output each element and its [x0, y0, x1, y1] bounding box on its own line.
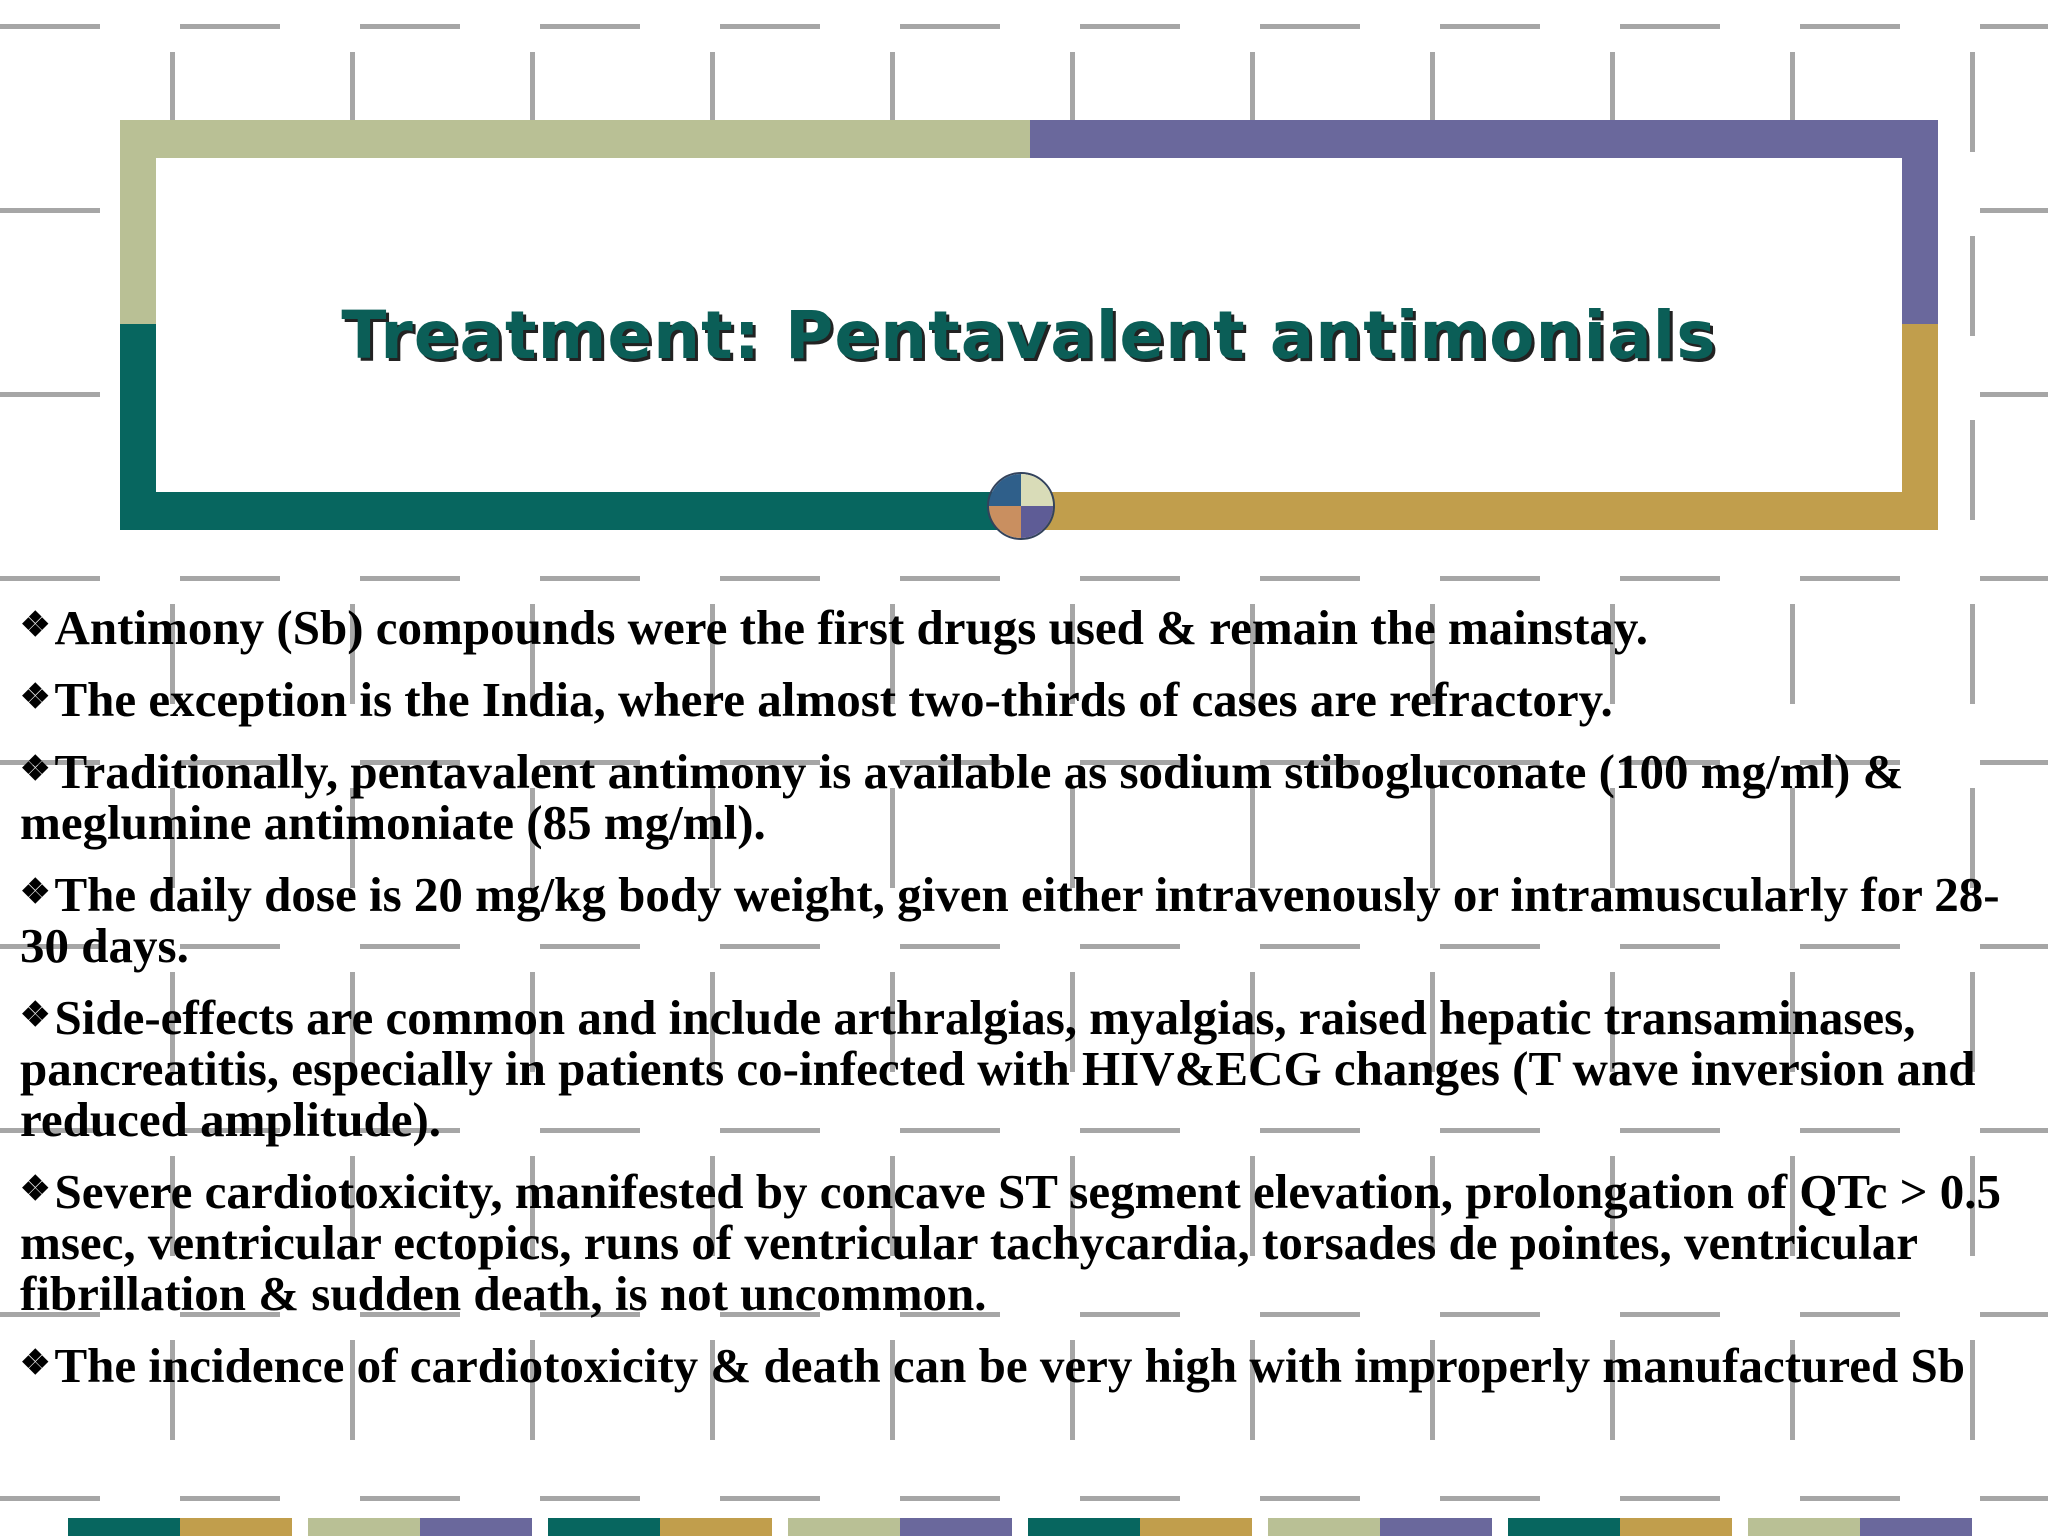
grid-dash-h	[720, 1496, 820, 1501]
grid-dash-v	[1970, 52, 1975, 152]
grid-dash-h	[900, 576, 1000, 581]
bullet-glyph-icon: ❖	[20, 1345, 51, 1382]
grid-dash-h	[1980, 1496, 2048, 1501]
bullet-text: Severe cardiotoxicity, manifested by concave ST segment elevation, prolongation of QTc > 0.5 msec, ventricular ectopics, runs of ventricular tachycardia, torsades de pointes, ventricular fibrillation & sudden death, is not uncommon.	[20, 1164, 2001, 1321]
bullet-item	[20, 867, 2030, 971]
grid-dash-h	[1260, 576, 1360, 581]
frame-bottom-left-band	[120, 492, 1030, 530]
quadrant-circle-ornament	[987, 472, 1055, 540]
footer-block	[1860, 1518, 1972, 1536]
grid-dash-h	[1980, 576, 2048, 581]
slide-title: Treatment: Pentavalent antimonials	[341, 296, 1717, 374]
grid-dash-h	[1620, 1496, 1720, 1501]
bullet-glyph-icon: ❖	[20, 607, 51, 644]
footer-block	[788, 1518, 900, 1536]
footer-block	[900, 1518, 1012, 1536]
grid-dash-h	[900, 1496, 1000, 1501]
bullet-item	[20, 600, 2030, 653]
grid-dash-h	[1800, 24, 1900, 29]
grid-dash-h	[1080, 576, 1180, 581]
bullet-text: The exception is the India, where almost two-thirds of cases are refractory.	[54, 672, 1613, 727]
footer-block	[1380, 1518, 1492, 1536]
grid-dash-h	[1080, 24, 1180, 29]
grid-dash-h	[1440, 24, 1540, 29]
footer-block	[1620, 1518, 1732, 1536]
grid-dash-h	[540, 1496, 640, 1501]
grid-dash-h	[1980, 392, 2048, 397]
grid-dash-v	[1970, 236, 1975, 336]
footer-block	[68, 1518, 180, 1536]
grid-dash-h	[720, 24, 820, 29]
grid-dash-h	[0, 392, 100, 397]
grid-dash-h	[1980, 24, 2048, 29]
bullet-item	[20, 672, 2030, 725]
grid-dash-h	[0, 24, 100, 29]
footer-block	[660, 1518, 772, 1536]
bullet-glyph-icon: ❖	[20, 874, 51, 911]
bullet-list	[20, 600, 2030, 1410]
grid-dash-h	[900, 24, 1000, 29]
grid-dash-h	[1800, 576, 1900, 581]
bullet-text: The daily dose is 20 mg/kg body weight, given either intravenously or intramuscularly for 28-30 days.	[20, 867, 2000, 973]
title-box	[156, 158, 1902, 492]
grid-dash-h	[180, 24, 280, 29]
grid-dash-h	[1620, 24, 1720, 29]
grid-dash-h	[1260, 1496, 1360, 1501]
footer-color-blocks	[0, 1518, 2048, 1536]
footer-block	[1508, 1518, 1620, 1536]
bullet-item	[20, 990, 2030, 1145]
grid-dash-h	[360, 576, 460, 581]
bullet-glyph-icon: ❖	[20, 1171, 51, 1208]
footer-block	[1268, 1518, 1380, 1536]
grid-dash-v	[1970, 420, 1975, 520]
grid-dash-h	[1440, 576, 1540, 581]
frame-top-right-band	[1030, 120, 1938, 158]
grid-dash-h	[0, 576, 100, 581]
bullet-text: Traditionally, pentavalent antimony is available as sodium stibogluconate (100 mg/ml) & meglumine antimoniate (85 mg/ml).	[20, 744, 1904, 850]
frame-left-upper-band	[120, 158, 156, 324]
bullet-item	[20, 744, 2030, 848]
grid-dash-h	[540, 576, 640, 581]
grid-dash-h	[540, 24, 640, 29]
grid-dash-h	[360, 1496, 460, 1501]
footer-block	[180, 1518, 292, 1536]
grid-dash-h	[1800, 1496, 1900, 1501]
grid-dash-h	[720, 576, 820, 581]
frame-bottom-right-band	[1030, 492, 1938, 530]
bullet-glyph-icon: ❖	[20, 751, 51, 788]
footer-block	[308, 1518, 420, 1536]
grid-dash-h	[1440, 1496, 1540, 1501]
grid-dash-h	[0, 1496, 100, 1501]
bullet-text: The incidence of cardiotoxicity & death can be very high with improperly manufactured Sb	[54, 1338, 1965, 1393]
bullet-item	[20, 1164, 2030, 1319]
bullet-glyph-icon: ❖	[20, 997, 51, 1034]
bullet-item	[20, 1338, 2030, 1391]
footer-block	[1028, 1518, 1140, 1536]
grid-dash-h	[180, 576, 280, 581]
bullet-text: Antimony (Sb) compounds were the first drugs used & remain the mainstay.	[54, 600, 1648, 655]
bullet-glyph-icon: ❖	[20, 679, 51, 716]
grid-dash-h	[0, 208, 100, 213]
footer-block	[1140, 1518, 1252, 1536]
frame-top-left-band	[120, 120, 1030, 158]
grid-dash-h	[1080, 1496, 1180, 1501]
grid-dash-h	[360, 24, 460, 29]
grid-dash-h	[1980, 208, 2048, 213]
bullet-text: Side-effects are common and include arthralgias, myalgias, raised hepatic transaminases, pancreatitis, especially in patients co-infected with HIV&ECG changes (T wave inversion and reduced amplitude).	[20, 990, 1976, 1147]
footer-block	[420, 1518, 532, 1536]
footer-block	[1748, 1518, 1860, 1536]
grid-dash-h	[180, 1496, 280, 1501]
frame-right-upper-band	[1902, 158, 1938, 324]
footer-block	[548, 1518, 660, 1536]
grid-dash-h	[1620, 576, 1720, 581]
grid-dash-h	[1260, 24, 1360, 29]
